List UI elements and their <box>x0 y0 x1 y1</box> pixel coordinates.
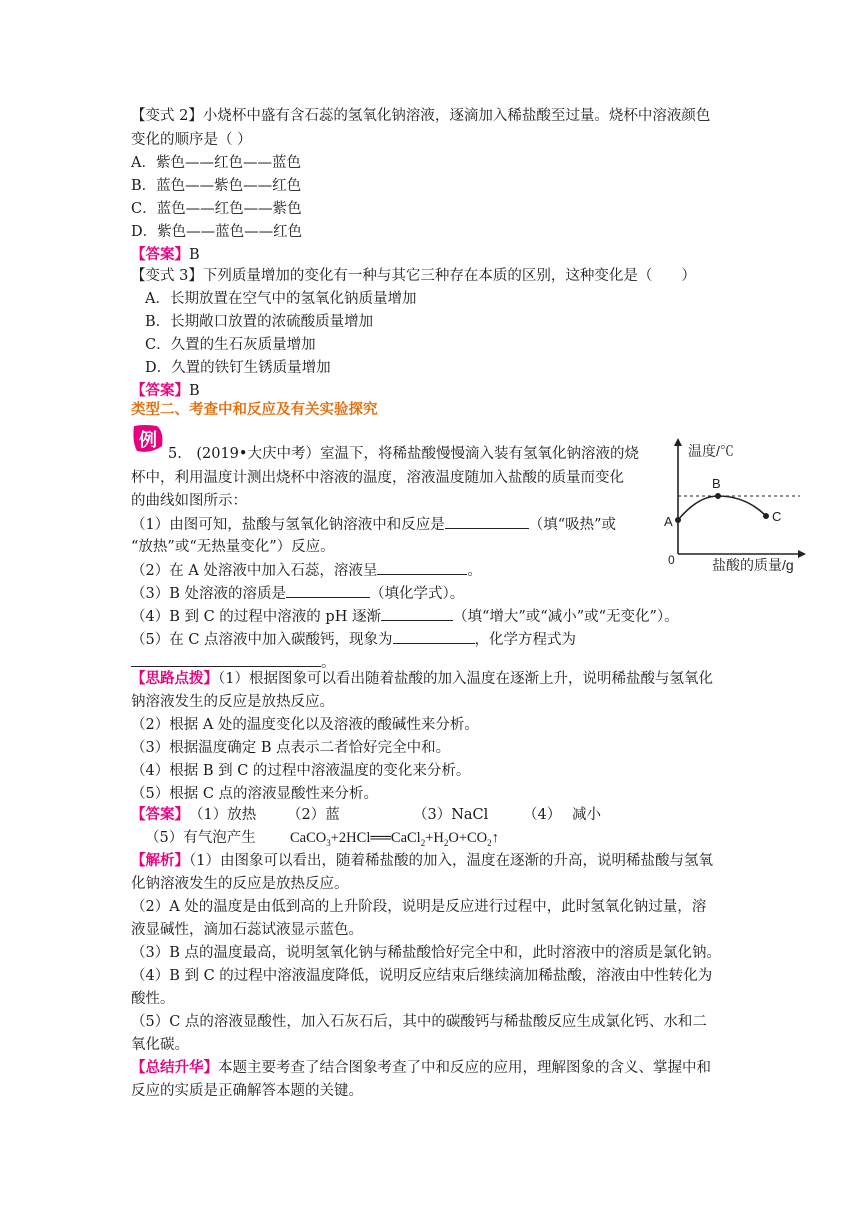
variant2-option-a: A．紫色——红色——蓝色 <box>131 155 301 171</box>
variant3-answer <box>131 381 200 401</box>
answer5-a4: （4） <box>523 807 562 823</box>
q5-part5 <box>131 629 576 650</box>
q5-part3-hint: （填化学式）。 <box>370 586 465 602</box>
q5-line1: 5. (2019•大庆中考）室温下，将稀盐酸慢慢滴入装有氢氧化钠溶液的烧 <box>168 446 639 462</box>
answer-blank[interactable] <box>393 629 475 644</box>
point-a <box>675 517 681 523</box>
answer-tag: 【答案】 <box>131 806 189 823</box>
analysis-tag: 【解析】 <box>131 852 189 869</box>
q5-part1-hint: （填“吸热”或 <box>528 517 617 533</box>
q5-part2-text: （2）在 A 处溶液中加入石蕊，溶液呈 <box>131 563 378 579</box>
point-c-label: C <box>772 509 782 524</box>
q5-part3-text: （3）B 处溶液的溶质是 <box>131 586 286 602</box>
q5-part4 <box>131 606 679 627</box>
analysis-line9: 氧化碳。 <box>131 1037 189 1053</box>
q5-part5-hint: ，化学方程式为 <box>474 632 577 648</box>
analysis-line6: （4）B 到 C 的过程中溶液温度降低，说明反应结束后继续滴加稀盐酸，溶液由中性转化为 <box>131 968 713 984</box>
analysis-line3: （2）A 处的温度是由低到高的上升阶段，说明是反应进行过程中，此时氢氧化钠过量，溶 <box>131 899 707 915</box>
point-b <box>715 493 721 499</box>
answer5-line1 <box>131 805 189 825</box>
answer-value: B <box>189 383 200 399</box>
analysis-line1 <box>131 851 713 871</box>
eq-part: CaCO <box>290 830 327 846</box>
x-axis-label: 盐酸的质量/g <box>712 557 794 573</box>
section-title: 类型二、考查中和反应及有关实验探究 <box>131 401 378 418</box>
variant2-question-line2: 变化的顺序是（ ） <box>131 132 252 148</box>
variant2-tag: 【变式 2】 <box>131 108 203 124</box>
variant2-question-line1 <box>131 106 710 126</box>
variant2-option-d: D．紫色——蓝色——红色 <box>131 224 303 240</box>
answer5-a3: （3）NaCl <box>413 807 489 823</box>
hint-line3: （2）根据 A 处的温度变化以及溶液的酸碱性来分析。 <box>131 717 479 733</box>
point-a-label: A <box>664 514 673 529</box>
analysis-line2: 化钠溶液发生的反应是放热反应。 <box>131 876 349 892</box>
variant2-option-c: C．蓝色——红色——紫色 <box>131 201 302 217</box>
hint-text: （1）根据图象可以看出随着盐酸的加入温度在逐渐上升，说明稀盐酸与氢氧化 <box>218 671 713 687</box>
q5-part1-cont: “放热”或“无热量变化”）反应。 <box>131 539 335 555</box>
variant3-tag: 【变式 3】 <box>131 268 203 284</box>
example-badge-text: 例 <box>139 430 157 451</box>
answer-blank[interactable] <box>381 606 453 621</box>
eq-sub: 2 <box>443 837 449 848</box>
variant3-text: 下列质量增加的变化有一种与其它三种存在本质的区别，这种变化是（ ） <box>202 268 696 284</box>
variant3-option-d: D．久置的铁钉生锈质量增加 <box>145 360 331 376</box>
answer5-a4-value: 减小 <box>572 807 601 823</box>
variant3-option-a: A．长期放置在空气中的氢氧化钠质量增加 <box>145 291 417 307</box>
answer-tag: 【答案】 <box>131 246 189 263</box>
answer5-a2: （2）蓝 <box>287 807 340 823</box>
eq-sub: 2 <box>420 837 426 848</box>
temperature-curve <box>678 496 766 520</box>
eq-part: ↑ <box>491 830 499 846</box>
eq-part: O+CO <box>448 830 488 846</box>
eq-part: +H <box>425 830 444 846</box>
q5-part1-text: （1）由图可知，盐酸与氢氧化钠溶液中和反应是 <box>131 517 445 533</box>
answer-blank[interactable] <box>377 560 467 575</box>
answer-blank[interactable] <box>445 514 529 529</box>
answer5-a5: （5）有气泡产生 <box>145 830 256 846</box>
analysis-line8: （5）C 点的溶液显酸性，加入石灰石后，其中的碳酸钙与稀盐酸反应生成氯化钙、水和二 <box>131 1014 707 1030</box>
point-b-label: B <box>712 476 721 491</box>
eq-sub: 2 <box>487 837 492 848</box>
hint-line6: （5）根据 C 点的溶液显酸性来分析。 <box>131 786 379 802</box>
variant3-question-line1 <box>131 266 696 286</box>
variant2-text: 小烧杯中盛有含石蕊的氢氧化钠溶液，逐滴加入稀盐酸至过量。烧杯中溶液颜色 <box>202 108 711 124</box>
chemical-equation <box>290 828 499 853</box>
summary-tag: 【总结升华】 <box>131 1059 218 1076</box>
q5-part5-text: （5）在 C 点溶液中加入碳酸钙，现象为 <box>131 632 393 648</box>
analysis-line5: （3）B 点的温度最高，说明氢氧化钠与稀盐酸恰好完全中和，此时溶液中的溶质是氯化钠。 <box>131 945 721 961</box>
hint-line2: 钠溶液发生的反应是放热反应。 <box>131 694 334 710</box>
y-axis-arrow-icon <box>674 438 682 446</box>
x-axis-arrow-icon <box>798 550 806 558</box>
variant3-option-b: B．长期敞口放置的浓硫酸质量增加 <box>145 314 374 330</box>
eq-part: +2HCl══CaCl <box>330 830 421 846</box>
q5-part2-end: 。 <box>467 563 482 579</box>
q5-part1 <box>131 514 616 535</box>
q5-line2: 杯中，利用温度计测出烧杯中溶液的温度，溶液温度随加入盐酸的质量而变化 <box>131 470 624 486</box>
answer-blank[interactable] <box>131 652 321 667</box>
analysis-line4: 液显碱性，滴加石蕊试液显示蓝色。 <box>131 922 363 938</box>
q5-part5-end: 。 <box>321 655 336 671</box>
answer-blank[interactable] <box>286 583 370 598</box>
temperature-graph <box>660 436 810 584</box>
analysis-text: （1）由图象可以看出，随着稀盐酸的加入，温度在逐渐的升高，说明稀盐酸与氢氧 <box>189 853 713 869</box>
hint-line4: （3）根据温度确定 B 点表示二者恰好完全中和。 <box>131 740 451 756</box>
q5-part3 <box>131 583 464 604</box>
variant3-option-c: C．久置的生石灰质量增加 <box>145 337 316 353</box>
analysis-line7: 酸性。 <box>131 991 175 1007</box>
hint-tag: 【思路点拨】 <box>131 670 218 687</box>
answer-tag: 【答案】 <box>131 382 189 399</box>
q5-part2 <box>131 560 482 581</box>
point-c <box>763 513 769 519</box>
summary-line1 <box>131 1058 711 1078</box>
q5-line3: 的曲线如图所示： <box>131 493 247 509</box>
q5-part4-text: （4）B 到 C 的过程中溶液的 pH 逐渐 <box>131 609 381 625</box>
summary-text: 本题主要考查了结合图象考查了中和反应的应用，理解图象的含义、掌握中和 <box>218 1060 711 1076</box>
variant2-option-b: B．蓝色——紫色——红色 <box>131 178 302 194</box>
q5-part4-hint: （填“增大”或“减小”或“无变化”）。 <box>452 609 679 625</box>
origin-label: 0 <box>668 553 675 567</box>
summary-line2: 反应的实质是正确解答本题的关键。 <box>131 1083 363 1099</box>
answer-value: B <box>189 247 200 263</box>
answer5-a1: （1）放热 <box>189 807 257 823</box>
hint-line5: （4）根据 B 到 C 的过程中溶液温度的变化来分析。 <box>131 763 471 779</box>
eq-sub: 3 <box>326 837 331 848</box>
variant2-answer <box>131 245 200 265</box>
y-axis-label: 温度/℃ <box>688 443 734 459</box>
example-badge-icon <box>131 424 165 454</box>
hint-line1 <box>131 669 713 689</box>
